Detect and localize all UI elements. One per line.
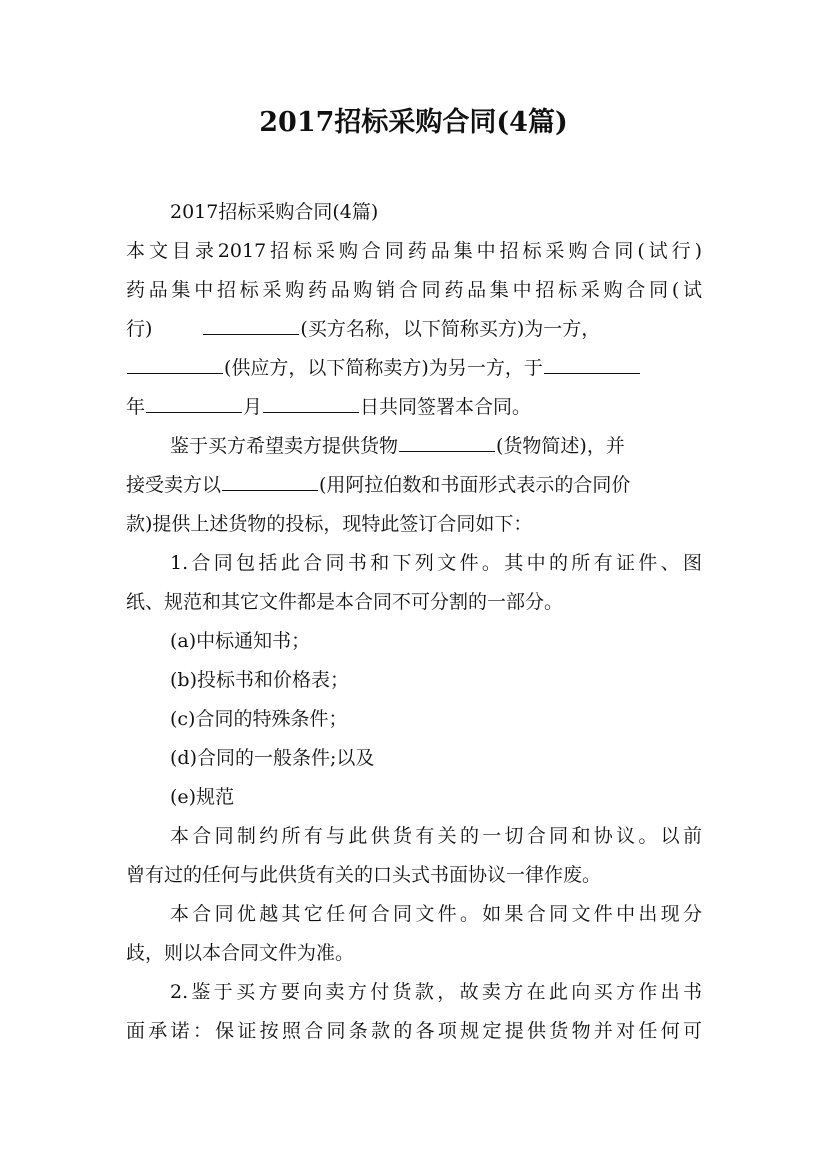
body-line: 款)提供上述货物的投标，现特此签订合同如下： bbox=[126, 513, 533, 535]
list-item: (a)中标通知书； bbox=[170, 630, 311, 652]
subtitle-line: 2017招标采购合同(4篇) bbox=[170, 201, 379, 223]
body-line: 面承诺：保证按照合同条款的各项规定提供货物并对任何可 bbox=[126, 1020, 702, 1042]
body-text: (买方名称，以下简称买方)为一方， bbox=[300, 318, 601, 340]
list-item: (b)投标书和价格表； bbox=[170, 669, 349, 691]
body-line: 药品集中招标采购药品购销合同药品集中招标采购合同(试 bbox=[126, 279, 702, 301]
fill-blank bbox=[203, 314, 299, 335]
body-line: 2.鉴于买方要向卖方付货款，故卖方在此向买方作出书 bbox=[170, 981, 702, 1003]
document-title: 2017招标采购合同(4篇) bbox=[259, 107, 568, 138]
body-line: 纸、规范和其它文件都是本合同不可分割的一部分。 bbox=[126, 591, 564, 613]
body-line: 本合同优越其它任何合同文件。如果合同文件中出现分 bbox=[170, 903, 702, 925]
body-text: 行) bbox=[126, 318, 153, 340]
body-line bbox=[126, 470, 702, 500]
fill-blank bbox=[263, 392, 359, 413]
fill-blank bbox=[146, 392, 242, 413]
body-line bbox=[170, 431, 702, 461]
body-line: 曾有过的任何与此供货有关的口头式书面协议一律作废。 bbox=[126, 864, 602, 886]
fill-blank bbox=[127, 353, 223, 374]
body-line bbox=[126, 392, 702, 422]
body-line bbox=[126, 353, 702, 383]
list-item: (c)合同的特殊条件； bbox=[170, 708, 348, 730]
body-text: 接受卖方以 bbox=[126, 474, 222, 496]
fill-blank bbox=[544, 353, 640, 374]
body-line: 1.合同包括此合同书和下列文件。其中的所有证件、图 bbox=[170, 552, 702, 574]
body-text: 日共同签署本合同。 bbox=[360, 396, 532, 418]
body-line: 本合同制约所有与此供货有关的一切合同和协议。以前 bbox=[170, 825, 702, 847]
body-text: (供应方，以下简称卖方)为另一方，于 bbox=[224, 357, 543, 379]
fill-blank bbox=[399, 431, 495, 452]
body-text: 年 bbox=[126, 396, 146, 418]
body-line: 本文目录2017招标采购合同药品集中招标采购合同(试行) bbox=[126, 240, 702, 262]
body-text: (用阿拉伯数和书面形式表示的合同价 bbox=[319, 474, 631, 496]
body-line: 歧，则以本合同文件为准。 bbox=[126, 942, 355, 964]
body-text: (货物简述)，并 bbox=[496, 435, 625, 457]
body-line bbox=[126, 314, 702, 344]
list-item: (d)合同的一般条件;以及 bbox=[170, 747, 375, 769]
list-item: (e)规范 bbox=[170, 786, 235, 808]
fill-blank bbox=[222, 470, 318, 491]
body-text: 鉴于买方希望卖方提供货物 bbox=[170, 435, 399, 457]
body-text: 月 bbox=[243, 396, 263, 418]
